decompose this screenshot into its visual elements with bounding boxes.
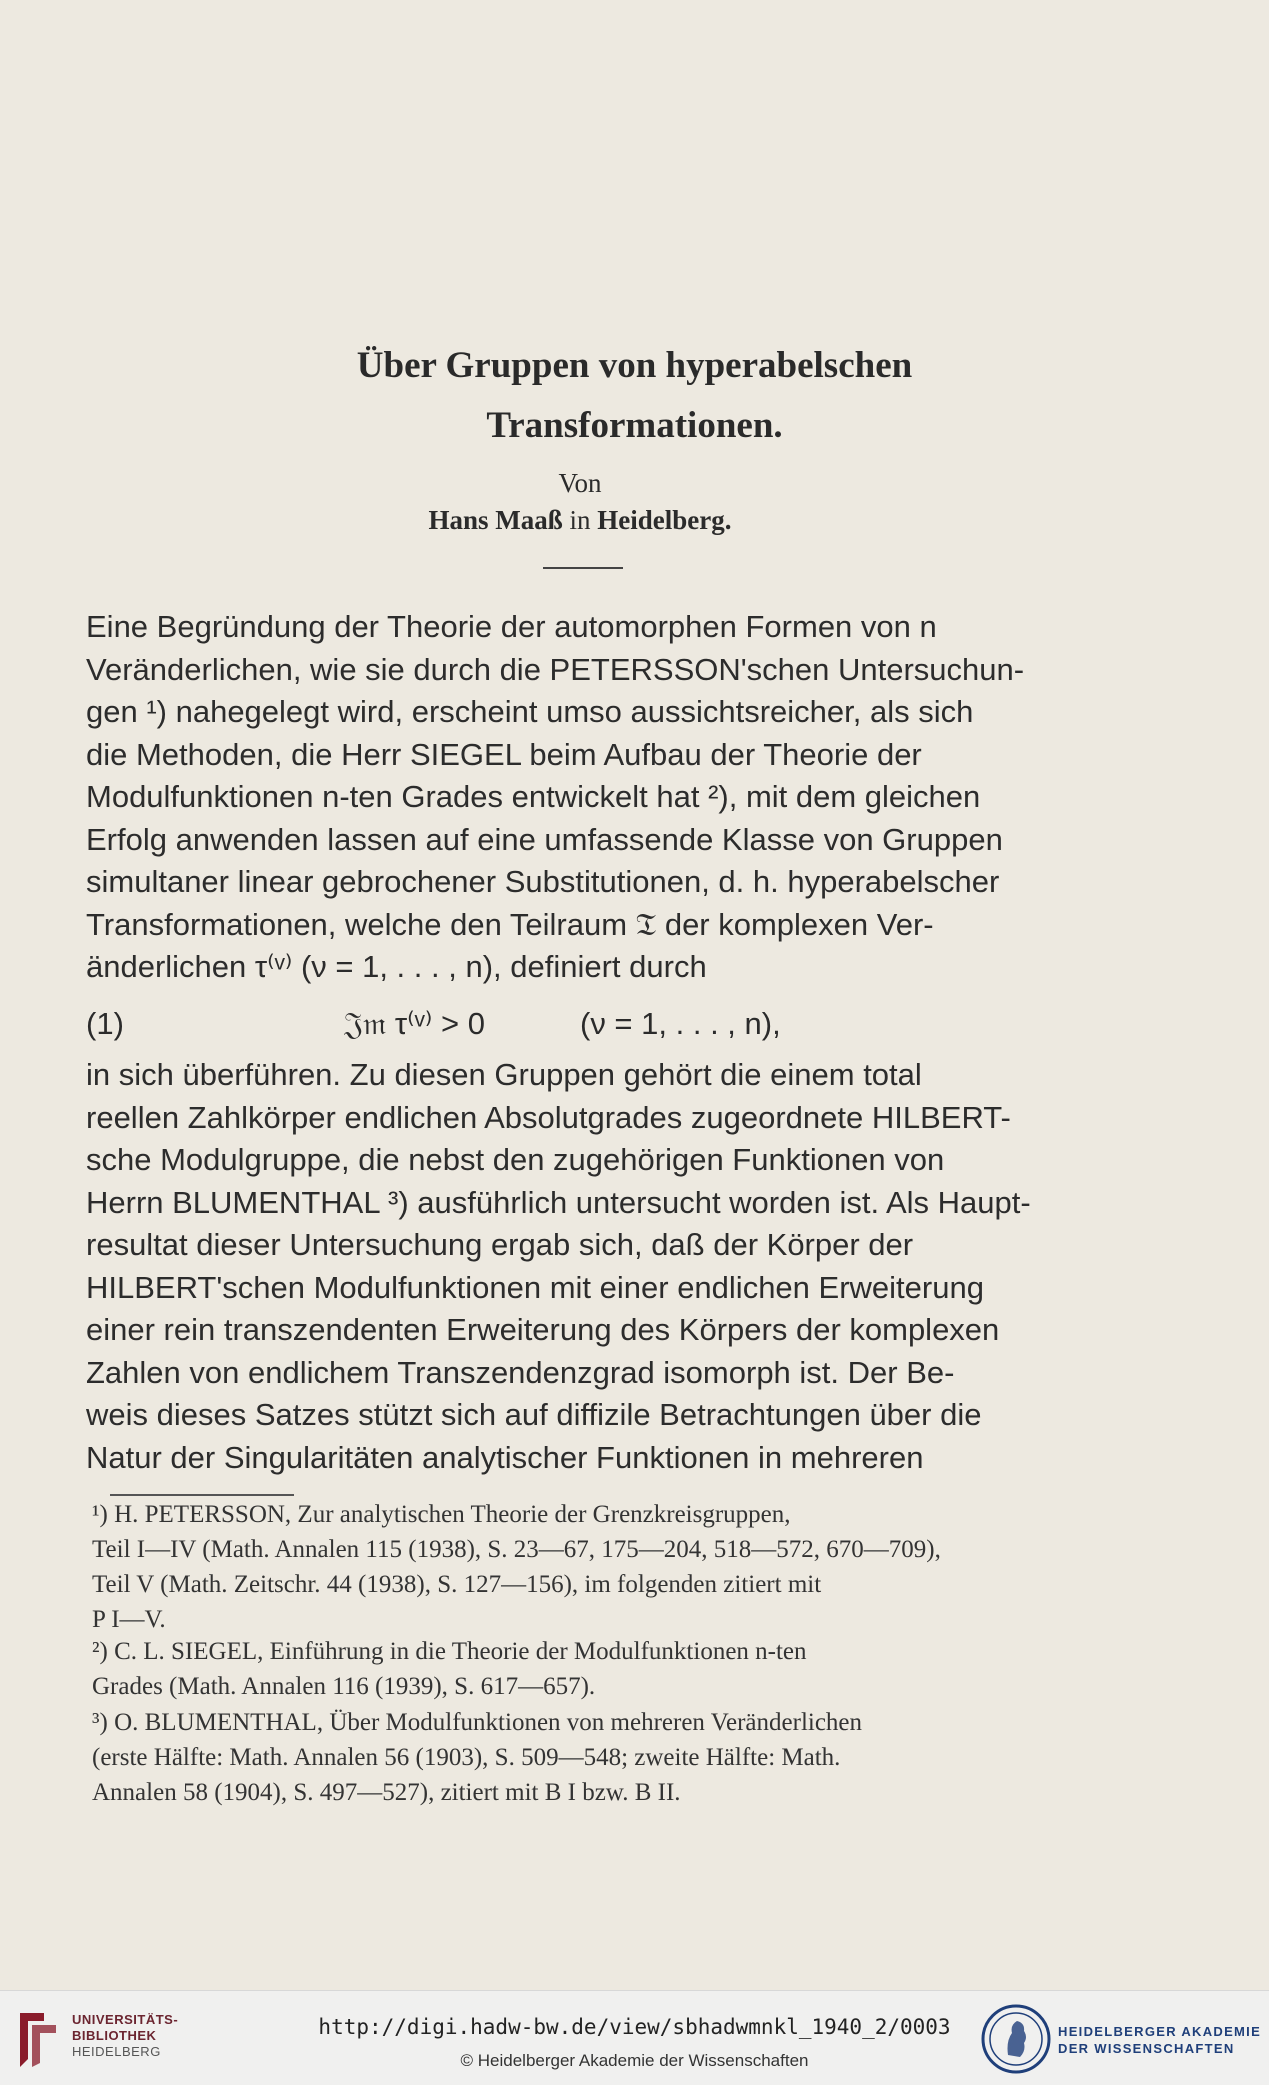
body-line: Zahlen von endlichem Transzendenzgrad isomorph ist. Der Be- (86, 1354, 955, 1390)
permalink-url[interactable]: http://digi.hadw-bw.de/view/sbhadwmnkl_1940_2/0003 (318, 2015, 951, 2039)
academy-line-1: HEIDELBERGER AKADEMIE (1058, 2024, 1262, 2039)
author-place: Heidelberg. (597, 505, 732, 535)
footnote-line: Teil V (Math. Zeitschr. 44 (1938), S. 127—156), im folgenden zitiert mit (92, 1571, 822, 1598)
paragraph-2 (86, 1054, 1096, 1479)
library-line-3: HEIDELBERG (72, 2044, 161, 2059)
body-line: HILBERT'schen Modulfunktionen mit einer endlichen Erweiterung (86, 1269, 984, 1305)
footnote-line: P I—V. (92, 1606, 166, 1633)
academy-line-2: DER WISSENSCHAFTEN (1058, 2041, 1235, 2056)
byline-von: Von (558, 468, 602, 498)
footnote-1 (92, 1497, 1096, 1637)
footnote-line: ¹) H. PETERSSON, Zur analytischen Theorie der Grenzkreisgruppen, (92, 1501, 791, 1528)
body-line: Erfolg anwenden lassen auf eine umfassende Klasse von Gruppen (86, 821, 1003, 857)
footnote-line: ³) O. BLUMENTHAL, Über Modulfunktionen von mehreren Veränderlichen (92, 1709, 863, 1736)
equation-number: (1) (86, 1006, 124, 1041)
paragraph-1 (86, 606, 1096, 989)
body-line: in sich überführen. Zu diesen Gruppen gehört die einem total (86, 1057, 922, 1092)
author-name: Hans Maaß (428, 505, 563, 535)
body-line: sche Modulgruppe, die nebst den zugehörigen Funktionen von (86, 1142, 945, 1177)
footnote-line: (erste Hälfte: Math. Annalen 56 (1903), S. 509—548; zweite Hälfte: Math. (92, 1744, 841, 1771)
body-line: weis dieses Satzes stützt sich auf diffizile Betrachtungen über die (86, 1397, 982, 1432)
body-line: simultaner linear gebrochener Substitutionen, d. h. hyperabelscher (86, 864, 1000, 899)
body-line: resultat dieser Untersuchung ergab sich, daß der Körper der (86, 1227, 914, 1262)
footnote-line: Grades (Math. Annalen 116 (1939), S. 617—657). (92, 1673, 596, 1700)
body-line: Eine Begründung der Theorie der automorphen Formen von n (86, 609, 937, 644)
body-line: Natur der Singularitäten analytischer Funktionen in mehreren (86, 1439, 924, 1475)
title-rule (543, 567, 623, 569)
academy-seal-icon[interactable] (980, 2003, 1052, 2075)
body-line: Modulfunktionen n-ten Grades entwickelt hat ²), mit dem gleichen (86, 779, 981, 814)
footnote-line: ²) C. L. SIEGEL, Einführung in die Theorie der Modulfunktionen n-ten (92, 1638, 807, 1665)
article-title-line-1: Über Gruppen von hyperabelschen (356, 345, 913, 386)
body-line: Veränderlichen, wie sie durch die PETERSSON'schen Untersuchun- (86, 651, 1025, 687)
academy-name[interactable] (1058, 2023, 1261, 2057)
footnote-3 (92, 1705, 1096, 1810)
footnote-rule (110, 1494, 294, 1496)
body-line: reellen Zahlkörper endlichen Absolutgrades zugeordnete HILBERT- (86, 1099, 1011, 1135)
library-line-1: UNIVERSITÄTS- (72, 2012, 179, 2027)
body-line: einer rein transzendenten Erweiterung des Körpers der komplexen (86, 1312, 1000, 1347)
author-in: in (569, 505, 591, 535)
article-title-line-2: Transformationen. (486, 405, 783, 446)
footnote-2 (92, 1634, 1096, 1704)
footnote-line: Teil I—IV (Math. Annalen 115 (1938), S. 23—67, 175—204, 518—572, 670—709), (92, 1536, 941, 1563)
equation-main: 𝔍𝔪 τ⁽ᵛ⁾ > 0 (344, 1006, 485, 1041)
byline-author (0, 505, 1160, 536)
equation-1 (86, 1006, 1096, 1052)
equation-range: (ν = 1, . . . , n), (580, 1006, 781, 1041)
body-line: änderlichen τ⁽ᵛ⁾ (ν = 1, . . . , n), definiert durch (86, 949, 707, 984)
viewer-footer (0, 1990, 1269, 2085)
footnote-line: Annalen 58 (1904), S. 497—527), zitiert mit B I bzw. B II. (92, 1779, 681, 1806)
body-line: Transformationen, welche den Teilraum 𝔗 der komplexen Ver- (86, 906, 934, 942)
body-line: gen ¹) nahegelegt wird, erscheint umso aussichtsreicher, als sich (86, 694, 974, 729)
body-line: Herrn BLUMENTHAL ³) ausführlich untersucht worden ist. Als Haupt- (86, 1184, 1031, 1220)
body-line: die Methoden, die Herr SIEGEL beim Aufbau der Theorie der (86, 736, 922, 772)
library-line-2: BIBLIOTHEK (72, 2028, 157, 2043)
copyright-notice: © Heidelberger Akademie der Wissenschaften (460, 2051, 809, 2070)
